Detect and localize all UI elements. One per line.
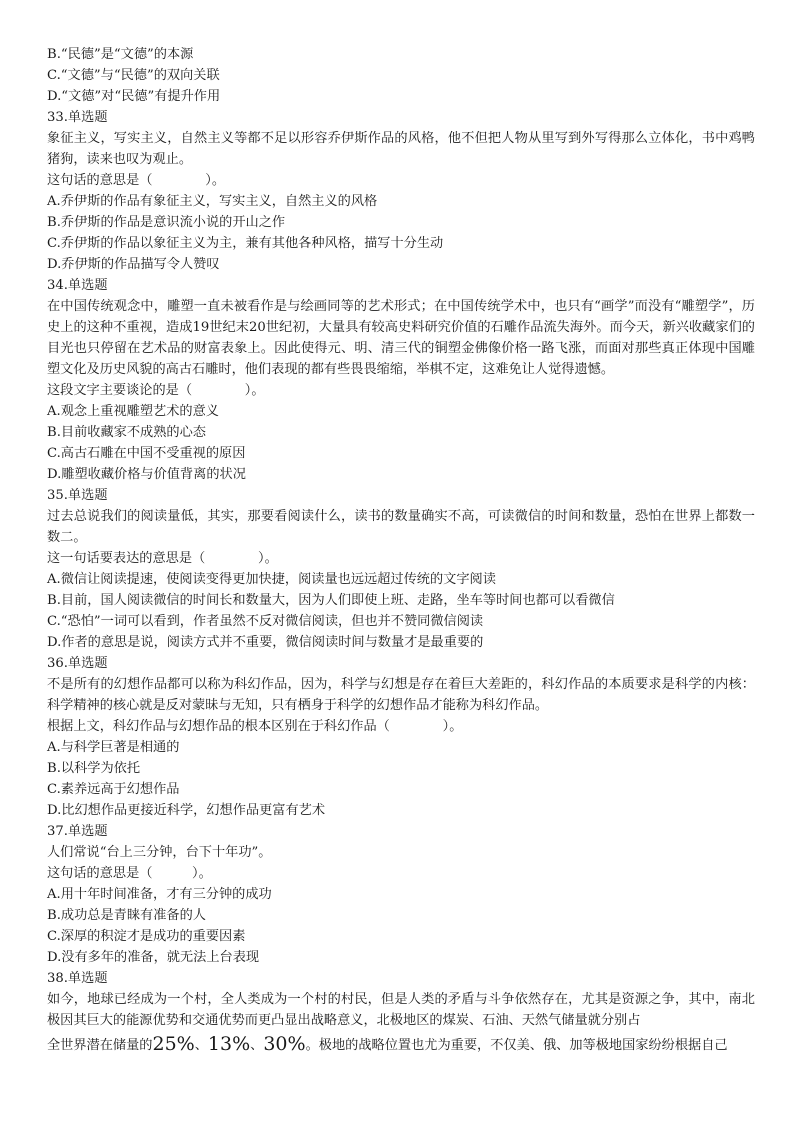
question-35 — [47, 485, 755, 653]
option-c[interactable]: C.“文德”与“民德”的双向关联 — [47, 68, 220, 83]
question-prompt: 这一句话要表达的意思是（ ）。 — [47, 551, 278, 566]
passage-text: 全世界潜在储量的 — [47, 1038, 153, 1053]
question-36 — [47, 653, 755, 821]
option-b[interactable]: B.以科学为依托 — [47, 761, 141, 776]
question-passage: 不是所有的幻想作品都可以称为科幻作品，因为，科学与幻想是存在着巨大差距的，科幻作品的本质要求是科学的内核：科学精神的核心就是反对蒙昧与无知，只有栖身于科学的幻想作品才能称为科幻作品。 — [47, 677, 755, 713]
question-header: 38.单选题 — [47, 971, 108, 986]
option-a[interactable]: A.微信让阅读提速，使阅读变得更加快捷，阅读量也远远超过传统的文字阅读 — [47, 572, 496, 587]
option-d[interactable]: D.没有多年的准备，就无法上台表现 — [47, 950, 260, 965]
percentage-coal: 25% — [152, 1033, 195, 1055]
question-37 — [47, 821, 755, 968]
option-b[interactable]: B.乔伊斯的作品是意识流小说的开山之作 — [47, 215, 286, 230]
option-b[interactable]: B.“民德”是“文德”的本源 — [47, 47, 194, 62]
question-passage: 如今，地球已经成为一个村，全人类成为一个村的村民，但是人类的矛盾与斗争依然存在，尤其是资源之争，其中，南北极因其巨大的能源优势和交通优势而更凸显出战略意义，北极地区的煤炭、石油、天然气储量就分别占 — [47, 992, 755, 1028]
option-d[interactable]: D.“文德”对“民德”有提升作用 — [47, 89, 221, 104]
option-a[interactable]: A.观念上重视雕塑艺术的意义 — [47, 404, 219, 419]
option-c[interactable]: C.高古石雕在中国不受重视的原因 — [47, 446, 246, 461]
option-d[interactable]: D.比幻想作品更接近科学，幻想作品更富有艺术 — [47, 803, 326, 818]
question-prompt: 根据上文，科幻作品与幻想作品的根本区别在于科幻作品（ ）。 — [47, 719, 463, 734]
separator: 、 — [250, 1038, 264, 1053]
option-d[interactable]: D.乔伊斯的作品描写令人赞叹 — [47, 257, 220, 272]
question-prompt: 这句话的意思是（ ）。 — [47, 866, 212, 881]
question-38 — [47, 968, 755, 1057]
separator: 、 — [194, 1038, 208, 1053]
percentage-oil: 13% — [207, 1033, 251, 1055]
question-prompt: 这句话的意思是（ ）。 — [47, 173, 226, 188]
question-33 — [47, 107, 755, 275]
document-page — [47, 44, 755, 1057]
question-header: 35.单选题 — [47, 488, 108, 503]
question-passage-continued — [47, 1031, 755, 1057]
question-header: 33.单选题 — [47, 110, 108, 125]
option-a[interactable]: A.用十年时间准备，才有三分钟的成功 — [47, 887, 272, 902]
option-a[interactable]: A.乔伊斯的作品有象征主义，写实主义，自然主义的风格 — [47, 194, 378, 209]
option-b[interactable]: B.成功总是青睐有准备的人 — [47, 908, 206, 923]
question-prompt: 这段文字主要谈论的是（ ）。 — [47, 383, 265, 398]
option-b[interactable]: B.目前，国人阅读微信的时间长和数量大，因为人们即使上班、走路，坐车等时间也都可以看微信 — [47, 593, 615, 608]
previous-question-options — [47, 44, 755, 107]
option-d[interactable]: D.作者的意思是说，阅读方式并不重要，微信阅读时间与数量才是最重要的 — [47, 635, 484, 650]
question-passage: 过去总说我们的阅读量低，其实，那要看阅读什么，读书的数量确实不高，可读微信的时间和数量，恐怕在世界上都数一数二。 — [47, 509, 755, 545]
question-34 — [47, 275, 755, 485]
question-passage: 人们常说“台上三分钟，台下十年功”。 — [47, 845, 272, 860]
option-c[interactable]: C.深厚的积淀才是成功的重要因素 — [47, 929, 246, 944]
question-header: 34.单选题 — [47, 278, 108, 293]
option-a[interactable]: A.与科学巨著是相通的 — [47, 740, 180, 755]
question-passage: 象征主义，写实主义，自然主义等都不足以形容乔伊斯作品的风格，他不但把人物从里写到外写得那么立体化，书中鸡鸭猪狗，读来也叹为观止。 — [47, 131, 755, 167]
question-header: 36.单选题 — [47, 656, 108, 671]
option-b[interactable]: B.目前收藏家不成熟的心态 — [47, 425, 206, 440]
percentage-gas: 30% — [263, 1033, 306, 1055]
option-c[interactable]: C.乔伊斯的作品以象征主义为主，兼有其他各种风格，描写十分生动 — [47, 236, 444, 251]
question-header: 37.单选题 — [47, 824, 108, 839]
passage-text: 。极地的战略位置也尤为重要，不仅美、俄、加等极地国家纷纷根据自己 — [305, 1038, 728, 1053]
option-c[interactable]: C.素养远高于幻想作品 — [47, 782, 180, 797]
question-passage: 在中国传统观念中，雕塑一直未被看作是与绘画同等的艺术形式；在中国传统学术中，也只有“画学”而没有“雕塑学”，历史上的这种不重视，造成19世纪末20世纪初，大量具有较高史料研究价值的石雕作品流失海外。而今天，新兴收藏家们的目光也只停留在艺术品的财富表象上。因此使得元、明、清三代的铜塑金佛像价格一路飞涨，而面对那些真正体现中国雕塑文化及历史风貌的高古石雕时，他们表现的都有些畏畏缩缩，举棋不定，这难免让人觉得遗憾。 — [47, 299, 755, 377]
option-d[interactable]: D.雕塑收藏价格与价值背离的状况 — [47, 467, 246, 482]
option-c[interactable]: C.“恐怕”一词可以看到，作者虽然不反对微信阅读，但也并不赞同微信阅读 — [47, 614, 484, 629]
